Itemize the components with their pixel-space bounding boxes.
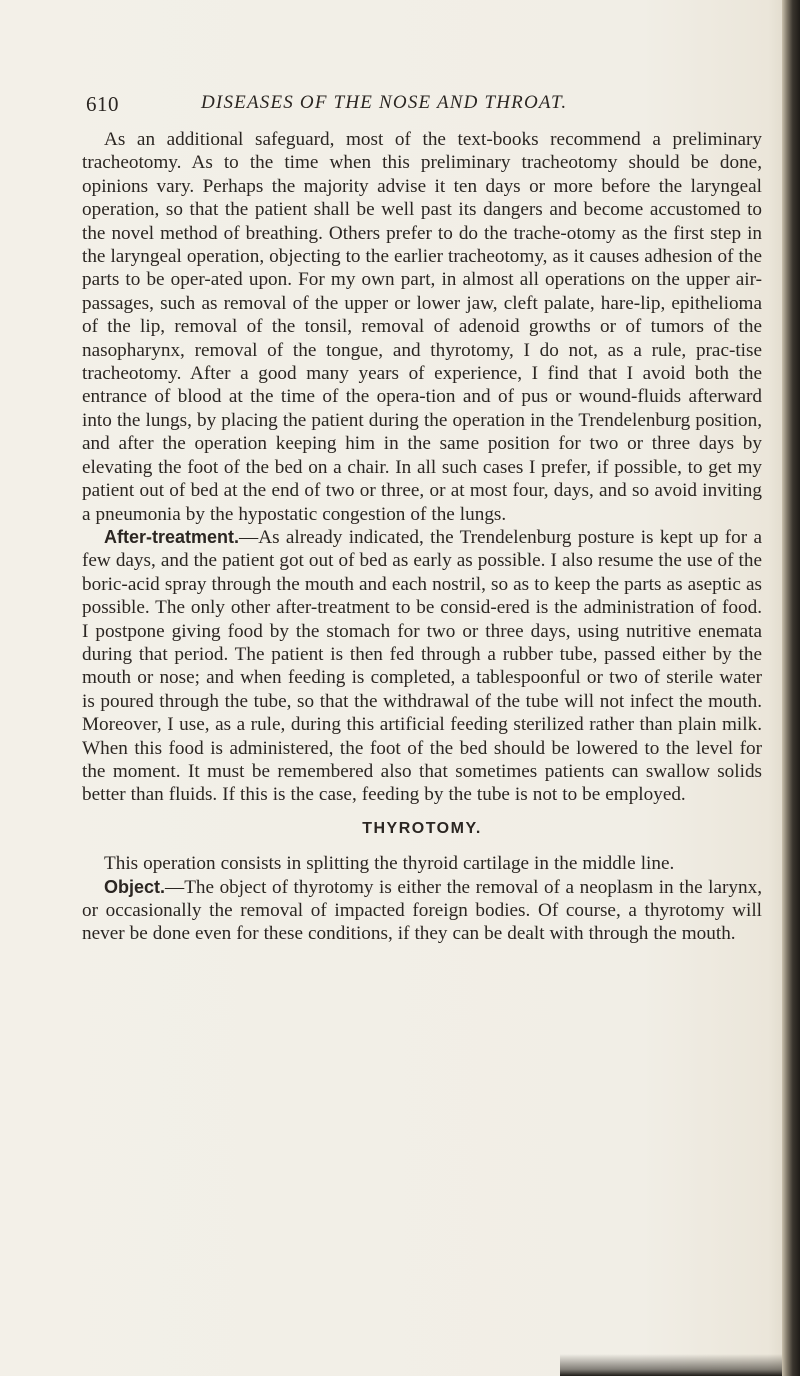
side-heading-after-treatment: After-treatment. (104, 526, 240, 547)
page-bottom-shadow (560, 1354, 800, 1376)
running-title: DISEASES OF THE NOSE AND THROAT. (201, 92, 568, 113)
page-header (86, 92, 716, 122)
body-text (82, 128, 762, 946)
section-title: THYROTOMY. (362, 819, 482, 837)
paragraph-after-treatment-text: —As already indicated, the Trendelenburg posture is kept up for a few days, and the patient got out of bed as early as possible. I also resume the use of the boric-acid spray through the mouth and each nostril, so as to keep the parts as aseptic as possible. The only other after-treatment to be consid-ered is the administration of food. I postpone giving food by the stomach for two or three days, using nutritive enemata during that period. The patient is then fed through a rubber tube, passed either by the mouth or nose; and when feeding is completed, a tablespoonful or two of sterile water is poured through the tube, so that the withdrawal of the tube will not infect the mouth. Moreover, I use, as a rule, during this artificial feeding sterilized rather than plain milk. When this food is administered, the foot of the bed should be lowered to the level for the moment. It must be remembered also that sometimes patients can swallow solids better than fluids. If this is the case, feeding by the tube is not to be employed. (82, 526, 762, 806)
page-number: 610 (86, 92, 119, 116)
paragraph-after-treatment (82, 526, 762, 807)
paragraph-thyrotomy-intro: This operation consists in splitting the thyroid cartilage in the middle line. (104, 853, 675, 875)
paragraph-tracheotomy: As an additional safeguard, most of the text-books recommend a preliminary tracheotomy. As to the time when this preliminary tracheotomy should be done, opinions vary. Perhaps the majority advise it ten days or more before the laryngeal operation, so that the patient shall be well past its dangers and become accustomed to the novel method of breathing. Others prefer to do the trache-otomy as the first step in the laryngeal operation, objecting to the earlier tracheotomy, as it causes adhesion of the parts to be oper-ated upon. For my own part, in almost all operations on the upper air-passages, such as removal of the upper or lower jaw, cleft palate, hare-lip, epithelioma of the lip, removal of the tonsil, removal of adenoid growths or of tumors of the nasopharynx, removal of the tongue, and thyrotomy, I do not, as a rule, prac-tise tracheotomy. After a good many years of experience, I find that I avoid both the entrance of blood at the time of the opera-tion and of pus or wound-fluids afterward into the lungs, by placing the patient during the operation in the Trendelenburg position, and after the operation keeping him in the same position for two or three days by elevating the foot of the bed on a chair. In all such cases I prefer, if possible, to get my patient out of bed at the end of two or three, or at most four, days, and so avoid inviting a pneumonia by the hypostatic congestion of the lungs. (82, 129, 762, 525)
side-heading-object: Object. (104, 876, 166, 897)
paragraph-object (82, 876, 762, 946)
binding-edge (782, 0, 800, 1376)
paragraph-object-text: —The object of thyrotomy is either the removal of a neoplasm in the larynx, or occasionally the removal of impacted foreign bodies. Of course, a thyrotomy will never be done even for these conditions, if they can be dealt with through the mouth. (82, 876, 762, 945)
